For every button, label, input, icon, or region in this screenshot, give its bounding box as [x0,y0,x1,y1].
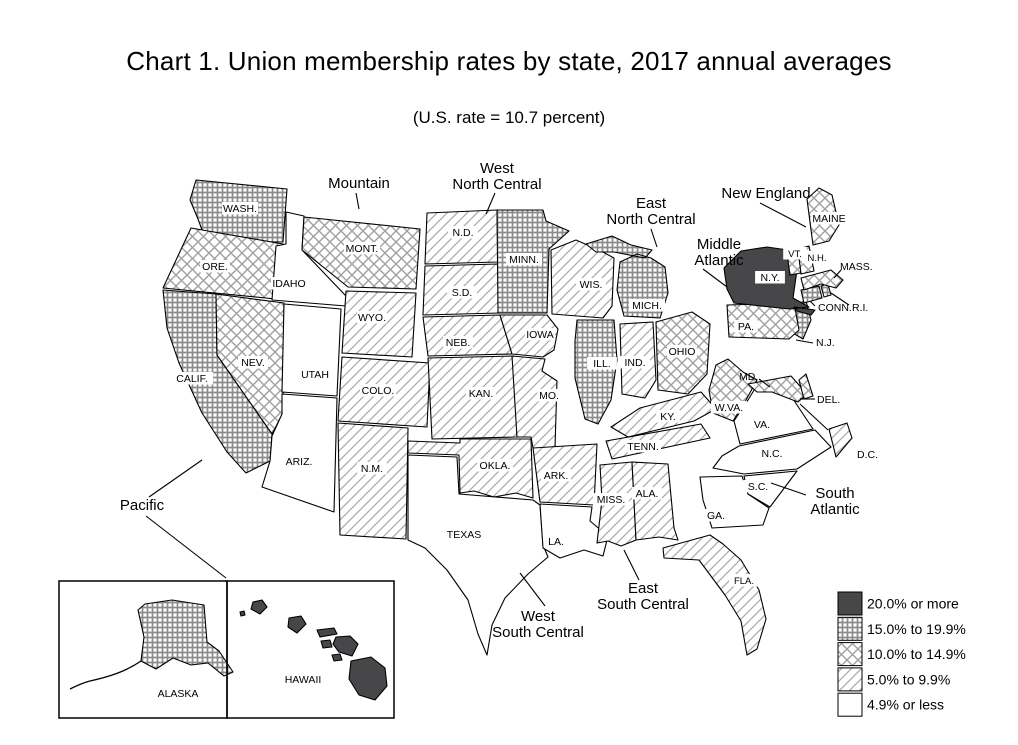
state-label-al: ALA. [635,488,659,500]
state-label-il: ILL. [593,358,611,370]
states-layer [138,180,855,700]
state-label-md: MD. [739,371,759,383]
state-ut [282,304,341,396]
state-label-or: ORE. [202,261,228,273]
legend-label-0: 20.0% or more [867,595,959,612]
state-label-az: ARIZ. [285,456,313,468]
state-label-mn: MINN. [509,254,539,266]
state-al [632,462,678,540]
chart-subtitle: (U.S. rate = 10.7 percent) [412,108,606,127]
state-label-fl: FLA. [733,576,755,587]
state-label-hi: HAWAII [284,674,322,686]
region-label-east-north-central [606,195,695,228]
region-label-east-south-central [597,580,689,613]
state-label-sd: S.D. [451,287,473,299]
state-label-wi: WIS. [579,279,603,291]
state-label-nm: N.M. [360,463,384,475]
state-label-co: COLO. [361,385,395,397]
legend [838,592,966,716]
state-label-nd: N.D. [452,227,474,239]
state-label-nc: N.C. [761,448,783,460]
state-label-mo: MO. [539,390,559,402]
state-label-ca: CALIF. [176,373,208,385]
state-label-sc: S.C. [747,481,769,493]
state-label-mi: MICH. [632,300,662,312]
alaska-aleutians [70,661,141,689]
region-label-line: North Central [606,211,696,228]
state-label-ak: ALASKA [157,688,199,700]
legend-swatch-2 [838,643,862,666]
region-label-middle-atlantic [694,236,744,269]
state-label-va: VA. [753,419,771,431]
legend-swatch-4 [838,693,862,716]
region-label-south-atlantic [810,485,860,518]
region-label-line: South Central [597,596,689,613]
state-wy [342,291,416,357]
legend-label-4: 4.9% or less [867,696,945,713]
region-label-line: East [627,580,659,597]
legend-swatch-3 [838,668,862,691]
state-label-tx: TEXAS [446,529,482,541]
state-mo [512,356,557,448]
legend-swatch-1 [838,617,862,640]
state-label-me: MAINE [812,213,846,225]
region-label-line: West [521,608,555,625]
legend-label-2: 10.0% to 14.9% [867,646,966,663]
region-label-line: Middle [696,236,742,253]
state-label-pa: PA. [737,321,755,333]
legend-swatch-0 [838,592,862,615]
region-label-mountain [328,175,390,192]
region-label-pacific [120,497,165,514]
state-ak [138,600,233,676]
state-label-ct: CONN. [818,302,852,314]
state-label-ut: UTAH [301,369,329,381]
region-leader-west-south-central [520,573,545,606]
state-label-nv: NEV. [241,357,265,369]
state-label-wy: WYO. [358,312,386,324]
region-label-line: New England [721,185,811,202]
region-label-line: South [815,485,855,502]
state-label-wv: W.VA. [714,402,744,414]
state-label-ar: ARK. [543,470,569,482]
chart-title: Chart 1. Union membership rates by state, 2017 annual averages [126,46,892,76]
leader-line-nj [796,340,813,343]
region-label-line: Pacific [119,497,165,514]
region-label-line: West [480,160,514,177]
state-label-ms: MISS. [596,494,626,506]
region-leader-mountain [356,193,359,209]
state-dc [829,423,852,457]
state-label-ma: MASS. [840,261,873,273]
state-label-ia: IOWA [526,329,554,341]
state-label-ga: GA. [706,510,726,522]
state-label-ny: N.Y. [760,272,780,284]
state-label-ri: R.I. [852,302,869,314]
region-label-line: Atlantic [694,252,744,269]
state-label-de: DEL. [817,394,841,406]
region-label-line: Atlantic [810,501,860,518]
state-label-ky: KY. [660,411,676,423]
state-label-nj: N.J. [816,337,835,349]
state-label-oh: OHIO [668,346,696,358]
state-label-id: IDAHO [272,278,306,290]
region-label-west-north-central [452,160,541,193]
region-label-west-south-central [492,608,584,641]
legend-label-1: 15.0% to 19.9% [867,620,966,637]
state-label-la: LA. [548,536,564,548]
state-label-mt: MONT. [345,243,379,255]
region-leader-pacific [149,460,202,497]
region-leader-new-england [760,203,806,227]
state-label-in: IND. [624,357,646,369]
region-leader-pacific [146,516,226,578]
region-label-line: North Central [452,176,542,193]
leader-line-ct [810,301,815,306]
state-la [540,504,608,558]
legend-label-3: 5.0% to 9.9% [867,671,951,688]
region-label-line: Mountain [328,175,390,192]
state-nm [338,423,408,539]
region-label-line: East [635,195,667,212]
region-label-line: South Central [492,624,584,641]
state-label-dc: D.C. [857,449,878,461]
state-label-vt: VT. [788,249,802,260]
state-label-ne: NEB. [445,337,471,349]
region-leader-east-north-central [651,229,657,247]
state-label-ok: OKLA. [479,460,511,472]
state-label-ks: KAN. [468,388,494,400]
state-label-nh: N.H. [807,253,827,264]
state-il [575,320,617,424]
state-label-wa: WASH. [222,203,258,215]
state-fl [663,535,766,655]
region-leader-middle-atlantic [703,269,727,287]
state-label-tn: TENN. [627,441,659,453]
state-ne [423,315,512,356]
region-leader-east-south-central [624,550,639,580]
region-label-new-england [721,185,810,202]
